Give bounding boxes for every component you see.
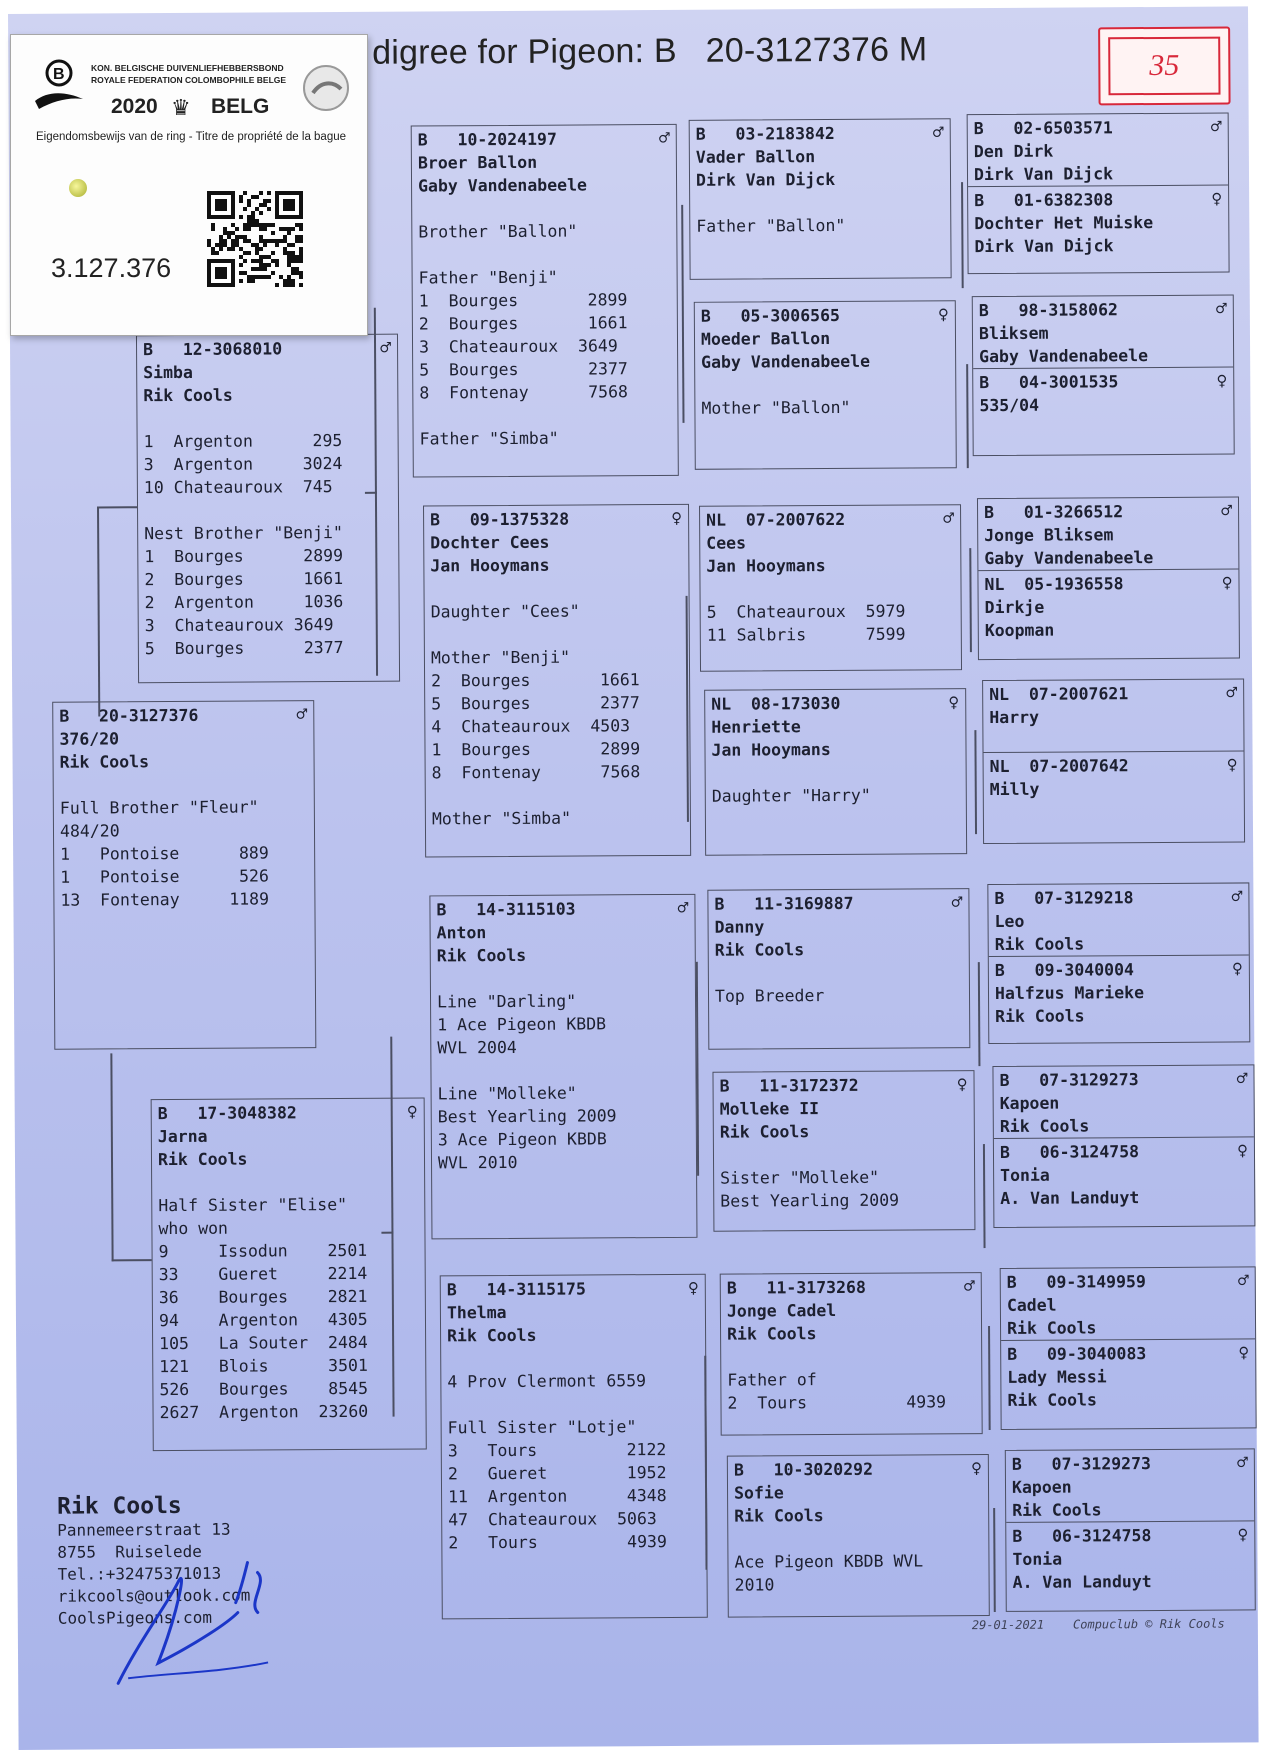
number-stamp xyxy=(1098,27,1230,106)
detail-line xyxy=(989,728,1237,753)
male-icon: ♂ xyxy=(380,337,392,359)
connector-line xyxy=(681,205,684,423)
pigeon-name: 535/04 xyxy=(979,395,1040,416)
result-line: 4 Chateauroux 4503 xyxy=(431,716,631,737)
owner-name: A. Van Landuyt xyxy=(1000,1188,1140,1208)
male-icon: ♂ xyxy=(1210,116,1222,138)
ring-number: B 05-3006565 xyxy=(700,305,840,326)
owner-name: Jan Hooymans xyxy=(711,739,831,760)
result-line: 121 Blois 3501 xyxy=(159,1355,368,1377)
page-title: digree for Pigeon: B 20-3127376 M xyxy=(372,30,928,72)
ring-number: B 11-3173268 xyxy=(726,1277,866,1298)
detail-line: Daughter "Harry" xyxy=(711,785,871,806)
ring-number: B 07-3129273 xyxy=(1011,1454,1152,1474)
detail-line: Brother "Ballon" xyxy=(418,221,578,242)
connector-line xyxy=(978,962,981,1066)
ring-number: B 10-3020292 xyxy=(733,1459,874,1480)
detail-line: who won xyxy=(158,1218,229,1239)
result-line: 33 Gueret 2214 xyxy=(158,1263,368,1285)
detail-line xyxy=(418,242,670,267)
ring-number: NL 07-2007642 xyxy=(989,756,1129,777)
detail-line: 4 Prov Clermont 6559 xyxy=(447,1371,647,1392)
footer-credit: 29-01-2021 Compuclub © Rik Cools xyxy=(971,1616,1225,1633)
detail-line xyxy=(60,772,308,797)
result-line: 11 Argenton 4348 xyxy=(448,1486,667,1507)
result-line: 2 Tours 4939 xyxy=(727,1392,947,1413)
connector-line xyxy=(993,1508,996,1612)
female-icon: ♀ xyxy=(970,1458,982,1480)
great-grandparents-box-7 xyxy=(1000,1266,1257,1430)
connector-line xyxy=(988,1326,991,1430)
connector-line xyxy=(983,1144,986,1248)
result-line: 5 Chateauroux 5979 xyxy=(706,601,906,622)
pigeon-name: Simba xyxy=(143,362,193,383)
detail-line xyxy=(158,1170,418,1195)
detail-line xyxy=(715,960,963,985)
detail-line: Mother "Benji" xyxy=(430,647,571,668)
result-line: 1 Argenton 295 xyxy=(143,430,343,452)
ring-number: B 10-2024197 xyxy=(417,129,557,150)
ring-number: NL 07-2007621 xyxy=(989,684,1129,705)
pigeon-name: Anton xyxy=(436,923,487,943)
female-icon: ♀ xyxy=(956,1074,968,1096)
pigeon-name: Sofie xyxy=(733,1483,784,1503)
qr-code-icon xyxy=(207,191,303,287)
result-line: 526 Bourges 8545 xyxy=(159,1378,369,1400)
owner-name: Rik Cools xyxy=(714,940,805,960)
sire-sire-box xyxy=(411,124,679,478)
sire-box xyxy=(136,334,400,684)
great-grandparents-box-4 xyxy=(982,678,1245,844)
result-line: 3 Chateauroux 3649 xyxy=(418,336,618,357)
male-icon: ♂ xyxy=(1236,1452,1248,1474)
detail-line: 3 Ace Pigeon KBDB xyxy=(437,1129,607,1150)
detail-line xyxy=(734,1526,982,1551)
ring-number: B 11-3169887 xyxy=(714,893,854,914)
result-line: 2 Bourges 1661 xyxy=(431,670,640,691)
connector-line xyxy=(97,506,137,508)
sdd-box xyxy=(704,688,967,856)
connector-line xyxy=(969,548,972,652)
detail-line: 1 Ace Pigeon KBDB xyxy=(437,1014,607,1035)
pigeon-name: Jonge Bliksem xyxy=(984,525,1114,546)
ring-country: BELG xyxy=(211,95,270,118)
detail-line: Top Breeder xyxy=(714,986,825,1006)
subject-pigeon-box xyxy=(52,700,316,1050)
result-line: 9 Issodun 2501 xyxy=(158,1240,368,1262)
detail-line: Mother "Ballon" xyxy=(701,397,851,418)
ssd-box xyxy=(694,300,957,470)
ring-number: NL 05-1936558 xyxy=(984,574,1124,595)
male-icon: ♂ xyxy=(658,127,670,150)
detail-line: Line "Molleke" xyxy=(437,1083,577,1104)
dss-box xyxy=(707,888,970,1050)
detail-line xyxy=(720,1142,968,1167)
ownership-text: Eigendomsbewijs van de ring - Titre de propriété de la bague xyxy=(35,131,347,143)
result-line: 10 Chateauroux 745 xyxy=(143,477,333,498)
pigeon-name: Dirkje xyxy=(984,597,1045,618)
ddd-box xyxy=(727,1454,990,1618)
dam-box xyxy=(151,1097,427,1451)
male-icon: ♂ xyxy=(1236,1068,1248,1090)
ring-year: 2020 xyxy=(111,95,158,118)
owner-name: Rik Cools xyxy=(734,1506,824,1526)
dam-sire-box xyxy=(429,894,697,1240)
owner-name: Rik Cools xyxy=(157,1149,248,1170)
ring-ownership-card xyxy=(10,34,368,336)
result-line: 36 Bourges 2821 xyxy=(158,1286,368,1308)
ring-number: B 12-3068010 xyxy=(142,339,283,360)
female-icon: ♀ xyxy=(1211,188,1223,210)
ring-number: B 06-3124758 xyxy=(999,1142,1140,1162)
owner-name: Rik Cools xyxy=(436,945,527,966)
owner-name: A. Van Landuyt xyxy=(1012,1572,1152,1592)
pigeon-name: Halfzus Marieke xyxy=(994,983,1145,1003)
federation-name-nl: KON. BELGISCHE DUIVENLIEFHEBBERSBOND xyxy=(91,63,284,73)
ring-number: B 04-3001535 xyxy=(979,372,1119,393)
ring-card-number: 3.127.376 xyxy=(51,253,172,283)
result-line: 1 Bourges 2899 xyxy=(418,290,628,311)
result-line: 5 Bourges 2377 xyxy=(419,359,628,380)
pigeon-name: Bliksem xyxy=(978,323,1049,344)
owner-name: Rik Cools xyxy=(999,1116,1090,1136)
dds-box xyxy=(720,1272,983,1436)
result-line: 3 Argenton 3024 xyxy=(143,453,343,475)
male-icon: ♂ xyxy=(1231,886,1243,908)
detail-line xyxy=(696,190,944,215)
pigeon-name: Danny xyxy=(714,917,765,937)
result-line: 2 Bourges 1661 xyxy=(144,568,344,590)
pigeon-name: Jarna xyxy=(157,1126,208,1147)
male-icon: ♂ xyxy=(1226,682,1238,704)
great-grandparents-box-6 xyxy=(992,1064,1255,1228)
crown-icon: ♛ xyxy=(171,95,191,120)
ring-number: B 20-3127376 xyxy=(59,705,199,726)
pigeon-name: Den Dirk xyxy=(973,141,1054,162)
ring-number: B 17-3048382 xyxy=(157,1103,297,1124)
detail-line: Best Yearling 2009 xyxy=(437,1106,617,1127)
detail-line xyxy=(727,1344,975,1369)
breeder-phone: Tel.:+32475371013 xyxy=(57,1563,222,1584)
male-icon: ♂ xyxy=(677,897,689,919)
ring-number: B 11-3172372 xyxy=(719,1075,859,1096)
pigeon-name: Milly xyxy=(989,779,1040,800)
detail-line: Line "Darling" xyxy=(436,991,577,1012)
owner-name: Dirk Van Dijck xyxy=(695,169,836,190)
pigeon-name: Molleke II xyxy=(719,1099,820,1119)
result-line: 2 Tours 4939 xyxy=(448,1532,667,1553)
owner-name: Jan Hooymans xyxy=(430,555,550,576)
detail-line xyxy=(143,406,391,431)
dam-dam-box xyxy=(440,1274,708,1620)
female-icon: ♀ xyxy=(1216,370,1228,392)
male-icon: ♂ xyxy=(963,1276,975,1298)
connector-line xyxy=(961,182,964,288)
owner-name: Dirk Van Dijck xyxy=(973,164,1114,185)
result-line: 1 Bourges 2899 xyxy=(144,545,344,567)
breeder-website[interactable]: CoolsPigeons.com xyxy=(57,1607,212,1628)
breeder-email[interactable]: rikcools@outlook.com xyxy=(57,1585,251,1606)
pigeon-name: Kapoen xyxy=(1011,1477,1072,1497)
owner-name: Dirk Van Dijck xyxy=(974,236,1114,257)
sss-box xyxy=(689,118,952,280)
pigeon-name: Broer Ballon xyxy=(417,152,538,173)
female-icon: ♀ xyxy=(1231,958,1243,980)
female-icon: ♀ xyxy=(937,304,949,326)
ring-number: B 09-3040083 xyxy=(1007,1344,1147,1364)
federation-logo-icon xyxy=(31,57,87,117)
result-line: 5 Bourges 2377 xyxy=(144,637,344,659)
owner-name: Gaby Vandenabeele xyxy=(418,175,588,196)
detail-line xyxy=(712,760,960,785)
ring-number: B 09-1375328 xyxy=(430,509,570,530)
ring-number: B 98-3158062 xyxy=(978,300,1118,321)
owner-name: Gaby Vandenabeele xyxy=(979,346,1149,367)
stamp-number: 35 xyxy=(1108,37,1220,96)
detail-line: 484/20 xyxy=(59,821,120,841)
breeder-name: Rik Cools xyxy=(57,1492,182,1520)
pigeon-name: Thelma xyxy=(446,1302,507,1323)
result-line: 1 Pontoise 526 xyxy=(60,866,269,887)
ring-number: NL 08-173030 xyxy=(711,693,841,714)
female-icon: ♀ xyxy=(1238,1342,1250,1364)
detail-line: Best Yearling 2009 xyxy=(720,1190,900,1211)
result-line: 105 La Souter 2484 xyxy=(159,1332,368,1354)
detail-line: Father "Simba" xyxy=(419,428,559,449)
pigeon-name: Tonia xyxy=(1012,1549,1063,1569)
result-line: 1 Pontoise 889 xyxy=(60,843,269,864)
pigeon-name: Henriette xyxy=(711,717,801,737)
detail-line: Father "Ballon" xyxy=(696,215,846,236)
pigeon-name: Tonia xyxy=(1000,1165,1050,1185)
detail-line xyxy=(447,1346,699,1371)
connector-line xyxy=(966,364,969,468)
owner-name: Rik Cools xyxy=(719,1122,810,1142)
detail-line xyxy=(431,622,683,647)
pigeon-name: Cees xyxy=(706,533,747,553)
ring-number: B 14-3115103 xyxy=(436,899,576,920)
connector-line xyxy=(112,1259,152,1261)
great-grandparents-box-8 xyxy=(1005,1448,1256,1612)
owner-name: Rik Cools xyxy=(1012,1500,1102,1520)
result-line: 1 Bourges 2899 xyxy=(431,739,641,760)
female-icon: ♀ xyxy=(1237,1140,1249,1162)
result-line: 2 Gueret 1952 xyxy=(447,1463,667,1484)
result-line: 3 Chateauroux 3649 xyxy=(144,615,334,636)
pigeon-name: Kapoen xyxy=(999,1093,1060,1113)
pigeon-name: Jonge Cadel xyxy=(726,1300,837,1321)
female-icon: ♀ xyxy=(1237,1524,1249,1546)
pigeon-name: Leo xyxy=(994,911,1025,931)
pigeon-name: Dochter Cees xyxy=(430,532,550,553)
pigeon-name: Vader Ballon xyxy=(695,147,816,167)
male-icon: ♂ xyxy=(1215,298,1227,320)
detail-line xyxy=(432,783,684,808)
result-line: 8 Fontenay 7568 xyxy=(431,762,641,783)
female-icon: ♀ xyxy=(671,507,683,529)
detail-line xyxy=(418,196,670,221)
female-icon: ♀ xyxy=(948,692,960,714)
detail-line: Full Brother "Fleur" xyxy=(59,797,259,818)
result-line: 2627 Argenton 23260 xyxy=(159,1401,369,1423)
owner-name: Gaby Vandenabeele xyxy=(701,351,871,372)
breeder-street: Pannemeerstraat 13 xyxy=(57,1519,231,1540)
owner-name: Rik Cools xyxy=(994,934,1085,954)
detail-line: Half Sister "Elise" xyxy=(158,1194,348,1216)
female-icon: ♀ xyxy=(687,1277,699,1299)
ring-number: B 02-6503571 xyxy=(973,118,1113,139)
great-grandparents-box-2 xyxy=(972,295,1235,457)
male-icon: ♂ xyxy=(296,704,308,726)
ring-number: B 01-3266512 xyxy=(984,502,1124,523)
result-line: 47 Chateauroux 5063 xyxy=(448,1509,657,1530)
pigeon-name: Moeder Ballon xyxy=(700,328,831,349)
owner-name: Rik Cools xyxy=(1006,1318,1097,1338)
ring-number: B 07-3129273 xyxy=(999,1070,1139,1090)
sire-dam-box xyxy=(423,504,691,858)
detail-line: Mother "Simba" xyxy=(431,808,572,829)
great-grandparents-box-1 xyxy=(967,113,1230,275)
sds-box xyxy=(699,504,962,672)
connector-line xyxy=(97,506,100,716)
pigeon-name: 376/20 xyxy=(59,729,120,749)
ring-number: B 14-3115175 xyxy=(446,1279,586,1300)
great-grandparents-box-3 xyxy=(977,496,1240,660)
result-line: 5 Bourges 2377 xyxy=(431,693,640,714)
pigeon-name: Cadel xyxy=(1006,1295,1057,1315)
detail-line: WVL 2004 xyxy=(437,1037,517,1058)
result-line: 13 Fontenay 1189 xyxy=(60,889,270,910)
ring-number: B 09-3149959 xyxy=(1006,1272,1146,1292)
breeder-city: 8755 Ruiselede xyxy=(57,1541,202,1562)
result-line: 8 Fontenay 7568 xyxy=(419,382,629,403)
detail-line xyxy=(437,1058,689,1083)
pigeon-name: Lady Messi xyxy=(1007,1367,1107,1387)
detail-line: WVL 2010 xyxy=(437,1152,518,1173)
detail-line xyxy=(437,966,689,991)
detail-line: Father "Benji" xyxy=(418,267,558,288)
owner-name: Rik Cools xyxy=(727,1324,817,1344)
female-icon: ♀ xyxy=(1221,572,1233,594)
ring-number: B 09-3040004 xyxy=(994,960,1134,980)
male-icon: ♂ xyxy=(943,508,955,530)
female-icon: ♀ xyxy=(1226,754,1238,776)
svg-text:B: B xyxy=(53,66,65,83)
owner-name: Rik Cools xyxy=(447,1325,537,1346)
male-icon: ♂ xyxy=(932,122,944,144)
detail-line: 2010 xyxy=(734,1575,775,1595)
federation-name-fr: ROYALE FEDERATION COLOMBOPHILE BELGE xyxy=(91,75,287,85)
owner-name: Rik Cools xyxy=(59,752,150,772)
male-icon: ♂ xyxy=(1221,500,1233,522)
detail-line: Daughter "Cees" xyxy=(430,601,580,622)
ring-number: B 07-3129218 xyxy=(994,888,1134,908)
detail-line: Nest Brother "Benji" xyxy=(144,522,343,544)
owner-name: Jan Hooymans xyxy=(706,556,826,576)
female-icon: ♀ xyxy=(406,1101,418,1123)
result-line: 3 Tours 2122 xyxy=(447,1440,667,1461)
owner-name: Gaby Vandenabeele xyxy=(984,548,1154,569)
detail-line xyxy=(430,576,682,601)
ring-number: B 06-3124758 xyxy=(1012,1526,1152,1546)
detail-line: Ace Pigeon KBDB WVL xyxy=(734,1551,924,1572)
detail-line: Sister "Molleke" xyxy=(720,1167,880,1188)
detail-line xyxy=(144,498,392,523)
connector-line xyxy=(110,1053,113,1261)
ring-number: NL 07-2007622 xyxy=(706,509,846,530)
result-line: 94 Argenton 4305 xyxy=(158,1309,368,1331)
owner-name: Koopman xyxy=(984,620,1055,641)
owner-name: Rik Cools xyxy=(143,385,233,406)
fci-logo-icon xyxy=(301,63,351,113)
owner-name: Rik Cools xyxy=(1007,1390,1097,1410)
result-line: 11 Salbris 7599 xyxy=(706,624,906,645)
ring-number: B 01-6382308 xyxy=(974,190,1114,211)
detail-line xyxy=(419,403,671,428)
owner-name: Rik Cools xyxy=(995,1006,1085,1026)
detail-line: Father of xyxy=(727,1370,817,1390)
ring-number: B 03-2183842 xyxy=(695,123,835,144)
male-icon: ♂ xyxy=(951,892,963,914)
detail-line xyxy=(447,1392,699,1417)
detail-line xyxy=(706,576,954,601)
signature-icon xyxy=(107,1522,328,1693)
result-line: 2 Argenton 1036 xyxy=(144,591,344,613)
connector-line xyxy=(974,730,977,834)
pigeon-name: Harry xyxy=(989,707,1040,728)
male-icon: ♂ xyxy=(1237,1270,1249,1292)
pigeon-name: Dochter Het Muiske xyxy=(974,213,1154,234)
detail-line xyxy=(701,372,949,397)
great-grandparents-box-5 xyxy=(987,882,1250,1044)
hologram-dot-icon xyxy=(69,179,87,197)
result-line: 2 Bourges 1661 xyxy=(418,313,628,334)
dsd-box xyxy=(712,1070,975,1232)
detail-line: Full Sister "Lotje" xyxy=(447,1417,637,1438)
